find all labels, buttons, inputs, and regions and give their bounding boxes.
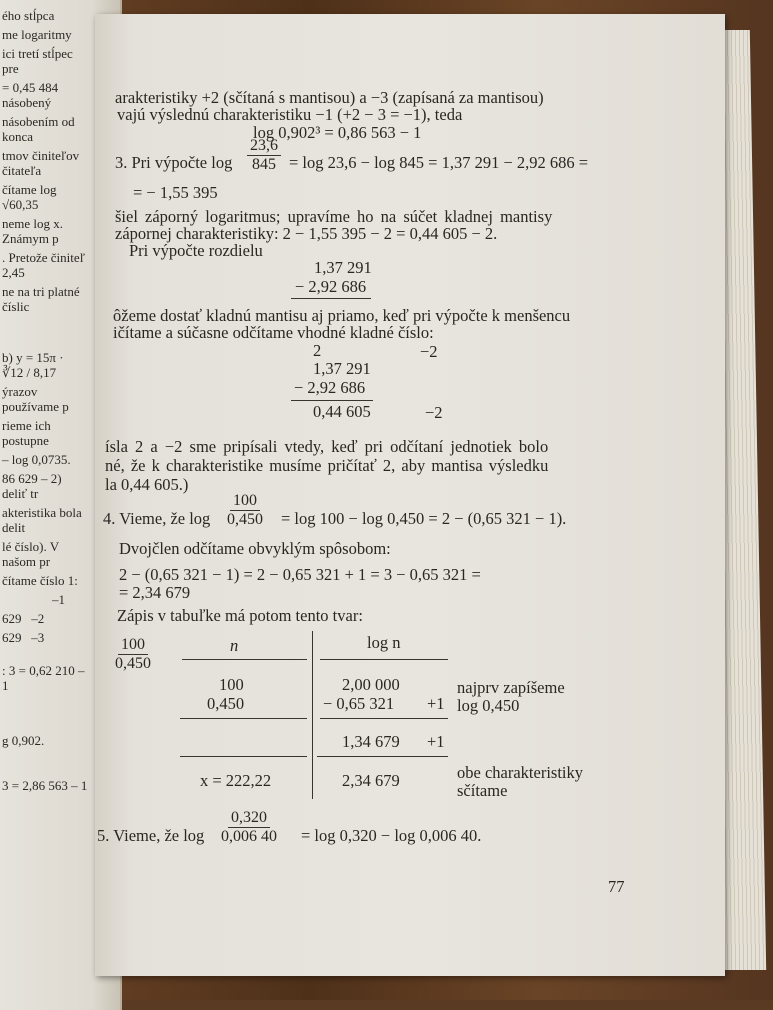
calc-value: 2	[313, 341, 322, 360]
table-note: sčítame	[457, 781, 508, 800]
rule	[317, 756, 448, 757]
denominator: 845	[252, 156, 276, 173]
page-number: 77	[608, 877, 625, 896]
fraction	[247, 137, 281, 173]
equation: = log 23,6 − log 845 = 1,37 291 − 2,92 686 =	[289, 153, 589, 172]
numerator: 100	[118, 636, 148, 655]
cell-log: 2,34 679	[342, 771, 400, 790]
rule	[180, 718, 307, 719]
calc-value: 1,37 291	[313, 359, 371, 378]
left-text-line: ýrazov používame p	[2, 384, 69, 414]
equation: = log 100 − log 0,450 = 2 − (0,65 321 − 1).	[281, 509, 567, 528]
equation: = − 1,55 395	[133, 183, 218, 202]
rule	[182, 659, 307, 660]
left-text-line: : 3 = 0,62 210 – 1	[2, 663, 85, 693]
calc-value: − 2,92 686	[295, 277, 367, 296]
left-text-line: g 0,902.	[2, 733, 45, 748]
cell-log: 1,34 679	[342, 732, 400, 751]
cell-n: 100	[219, 675, 244, 694]
numerator: 23,6	[247, 137, 281, 156]
left-text-line: ici tretí stĺpec pre	[2, 46, 73, 76]
rule	[320, 659, 448, 660]
left-text-line: 629 –2	[2, 611, 45, 626]
cell-n: x = 222,22	[200, 771, 272, 790]
calc-value: 1,37 291	[314, 258, 372, 277]
text-line: šiel záporný logaritmus; upravíme ho na súčet kladnej mantisy	[115, 207, 553, 226]
rule	[291, 400, 373, 401]
text-line: Zápis v tabuľke má potom tento tvar:	[117, 606, 363, 625]
denominator: 0,006 40	[221, 828, 277, 845]
numerator: 100	[230, 492, 260, 511]
left-text-line: ne na tri platné číslic	[2, 284, 80, 314]
left-text-line: tmov činiteľov čitateľa	[2, 148, 80, 178]
item-3-prefix: 3. Pri výpočte log	[115, 153, 233, 172]
left-text-line: me logaritmy	[2, 27, 72, 42]
text-line: vajú výslednú charakteristiku −1 (+2 − 3 = −1), teda	[117, 105, 463, 124]
left-text-column-top	[2, 8, 88, 318]
text-line: ísla 2 a −2 sme pripísali vtedy, keď pri odčítaní jednotiek bolo	[105, 437, 549, 456]
item-5-prefix: 5. Vieme, že log	[97, 826, 205, 845]
equation: = 2,34 679	[119, 583, 191, 602]
column-divider	[312, 631, 313, 799]
header-text: n	[230, 636, 239, 655]
denominator: 0,450	[115, 655, 151, 672]
left-text-column-bottom	[2, 350, 88, 797]
rule	[320, 718, 448, 719]
left-text-line: ého stĺpca	[2, 8, 55, 23]
cell-extra: +1	[427, 732, 445, 751]
text-line: Dvojčlen odčítame obvyklým spôsobom:	[119, 539, 391, 558]
calc-value: 0,44 605	[313, 402, 371, 421]
text-line: Pri výpočte rozdielu	[129, 241, 263, 260]
left-text-line: b) y = 15π · ∛12 / 8,17	[2, 350, 64, 380]
left-text-line: –1	[52, 592, 65, 607]
text-line: arakteristiky +2 (sčítaná s mantisou) a −3 (zapísaná za mantisou)	[115, 88, 544, 107]
left-text-line: – log 0,0735.	[2, 452, 71, 467]
cell-log: 2,00 000	[342, 675, 400, 694]
right-page	[95, 14, 725, 976]
left-text-line: neme log x. Známym p	[2, 216, 64, 246]
numerator: 0,320	[228, 809, 270, 828]
left-text-line: akteristika bola delit	[2, 505, 82, 535]
left-text-line: čítame číslo 1:	[2, 573, 78, 588]
column-header-n	[230, 637, 238, 655]
text-line: ičítame a súčasne odčítame vhodné kladné číslo:	[113, 323, 434, 342]
item-4-prefix: 4. Vieme, že log	[103, 509, 211, 528]
side-fraction	[115, 636, 151, 672]
left-text-line: násobením od konca	[2, 114, 75, 144]
text-line: zápornej charakteristiky: 2 − 1,55 395 − 2 = 0,44 605 − 2.	[115, 224, 498, 243]
equation: = log 0,320 − log 0,006 40.	[301, 826, 482, 845]
calc-value: −2	[420, 342, 438, 361]
text-line: né, že k charakteristike musíme pričítať 2, aby mantisa výsledku	[105, 456, 549, 475]
cell-n: 0,450	[207, 694, 245, 713]
left-text-line: rieme ich postupne	[2, 418, 51, 448]
left-text-line: lé číslo). V našom pr	[2, 539, 59, 569]
fraction	[221, 809, 277, 845]
left-text-line: 3 = 2,86 563 – 1	[2, 778, 88, 793]
denominator: 0,450	[227, 511, 263, 528]
left-text-line: čítame log √60,35	[2, 182, 57, 212]
equation: log 0,902³ = 0,86 563 − 1	[253, 123, 422, 142]
fraction	[227, 492, 263, 528]
cell-log: − 0,65 321	[323, 694, 395, 713]
calc-value: − 2,92 686	[294, 378, 366, 397]
table-note: obe charakteristiky	[457, 763, 583, 782]
left-text-line: . Pretože činiteľ 2,45	[2, 250, 85, 280]
text-line: ôžeme dostať kladnú mantisu aj priamo, keď pri výpočte k menšencu	[113, 306, 571, 325]
equation: 2 − (0,65 321 − 1) = 2 − 0,65 321 + 1 = 3 − 0,65 321 =	[119, 565, 481, 584]
cell-extra: +1	[427, 694, 445, 713]
rule	[180, 756, 307, 757]
column-header-log-n: log n	[367, 633, 401, 652]
left-text-line: 86 629 – 2) deliť tr	[2, 471, 62, 501]
left-text-line: = 0,45 484 násobený	[2, 80, 59, 110]
rule	[291, 298, 371, 299]
calc-value: −2	[425, 403, 443, 422]
text-line: la 0,44 605.)	[105, 475, 189, 494]
left-text-line: 629 –3	[2, 630, 45, 645]
table-note: log 0,450	[457, 696, 520, 715]
table-note: najprv zapíšeme	[457, 678, 565, 697]
